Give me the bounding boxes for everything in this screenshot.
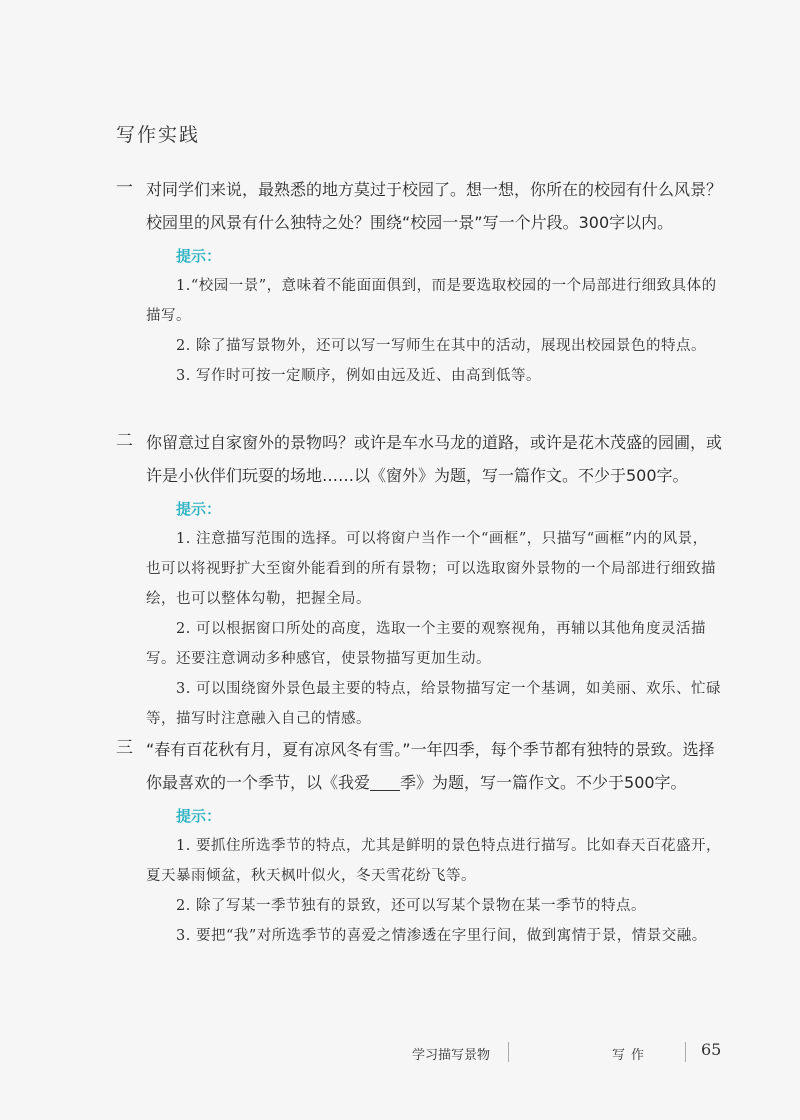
hint-item: 2. 除了写某一季节独有的景致，还可以写某个景物在某一季节的特点。 bbox=[176, 898, 646, 914]
task-prompt bbox=[146, 733, 722, 799]
hint-item: 3. 要把“我”对所选季节的喜爱之情渗透在字里行间，做到寓情于景，情景交融。 bbox=[176, 928, 707, 944]
hint-item: 1. 要抓住所选季节的特点，尤其是鲜明的景色特点进行描写。比如春天百花盛开，夏天暴雨倾盆，秋天枫叶似火，冬天雪花纷飞等。 bbox=[146, 838, 721, 884]
footer-unit-title: 学习描写景物 bbox=[412, 1048, 491, 1063]
hint-item: 2. 可以根据窗口所处的高度，选取一个主要的观察视角，再辅以其他角度灵活描写。还要注意调动多种感官，使景物描写更加生动。 bbox=[146, 621, 706, 667]
page-number: 65 bbox=[701, 1040, 722, 1059]
hint-item: 2. 除了描写景物外，还可以写一写师生在其中的活动，展现出校园景色的特点。 bbox=[176, 338, 706, 354]
task-prompt-before: “春有百花秋有月，夏有凉风冬有雪。”一年四季，每个季节都有独特的景致。选择你最喜欢的一个季节，以《我爱 bbox=[146, 740, 715, 792]
task-prompt: 对同学们来说，最熟悉的地方莫过于校园了。想一想，你所在的校园有什么风景？校园里的风景有什么独特之处？围绕“校园一景”写一个片段。300字以内。 bbox=[146, 180, 723, 232]
task-1-head bbox=[116, 173, 722, 239]
task-number: 二 bbox=[116, 431, 133, 451]
hint-item: 3. 可以围绕窗外景色最主要的特点，给景物描写定一个基调，如美丽、欢乐、忙碌等，描写时注意融入自己的情感。 bbox=[146, 681, 721, 727]
hint-item: 3. 写作时可按一定顺序，例如由远及近、由高到低等。 bbox=[176, 368, 541, 384]
footer-divider bbox=[508, 1042, 509, 1062]
task-number: 三 bbox=[116, 738, 133, 758]
task-3-head bbox=[116, 733, 722, 799]
hint-label: 提示： bbox=[176, 807, 222, 825]
task-number: 一 bbox=[116, 178, 133, 198]
task-prompt: 你留意过自家窗外的景物吗？或许是车水马龙的道路，或许是花木茂盛的园圃，或许是小伙伴们玩耍的场地……以《窗外》为题，写一篇作文。不少于500字。 bbox=[146, 433, 723, 485]
section-title: 写作实践 bbox=[116, 124, 201, 146]
hint-label: 提示： bbox=[176, 500, 222, 518]
task-prompt-after: 季》为题，写一篇作文。不少于500字。 bbox=[400, 773, 687, 792]
page-footer bbox=[0, 1040, 800, 1064]
fill-in-blank bbox=[370, 772, 400, 791]
footer-section-name: 写作 bbox=[612, 1048, 651, 1063]
task-2-head bbox=[116, 426, 722, 492]
footer-divider bbox=[685, 1042, 686, 1062]
hint-label: 提示： bbox=[176, 247, 222, 265]
hint-item: 1. 注意描写范围的选择。可以将窗户当作一个“画框”，只描写“画框”内的风景，也可以将视野扩大至窗外能看到的所有景物；可以选取窗外景物的一个局部进行细致描绘，也可以整体勾勒，把握全局。 bbox=[146, 531, 716, 607]
hint-item: 1.“校园一景”，意味着不能面面俱到，而是要选取校园的一个局部进行细致具体的描写。 bbox=[146, 278, 717, 324]
task-3 bbox=[116, 733, 722, 951]
task-2 bbox=[116, 426, 722, 734]
task-1 bbox=[116, 173, 722, 391]
